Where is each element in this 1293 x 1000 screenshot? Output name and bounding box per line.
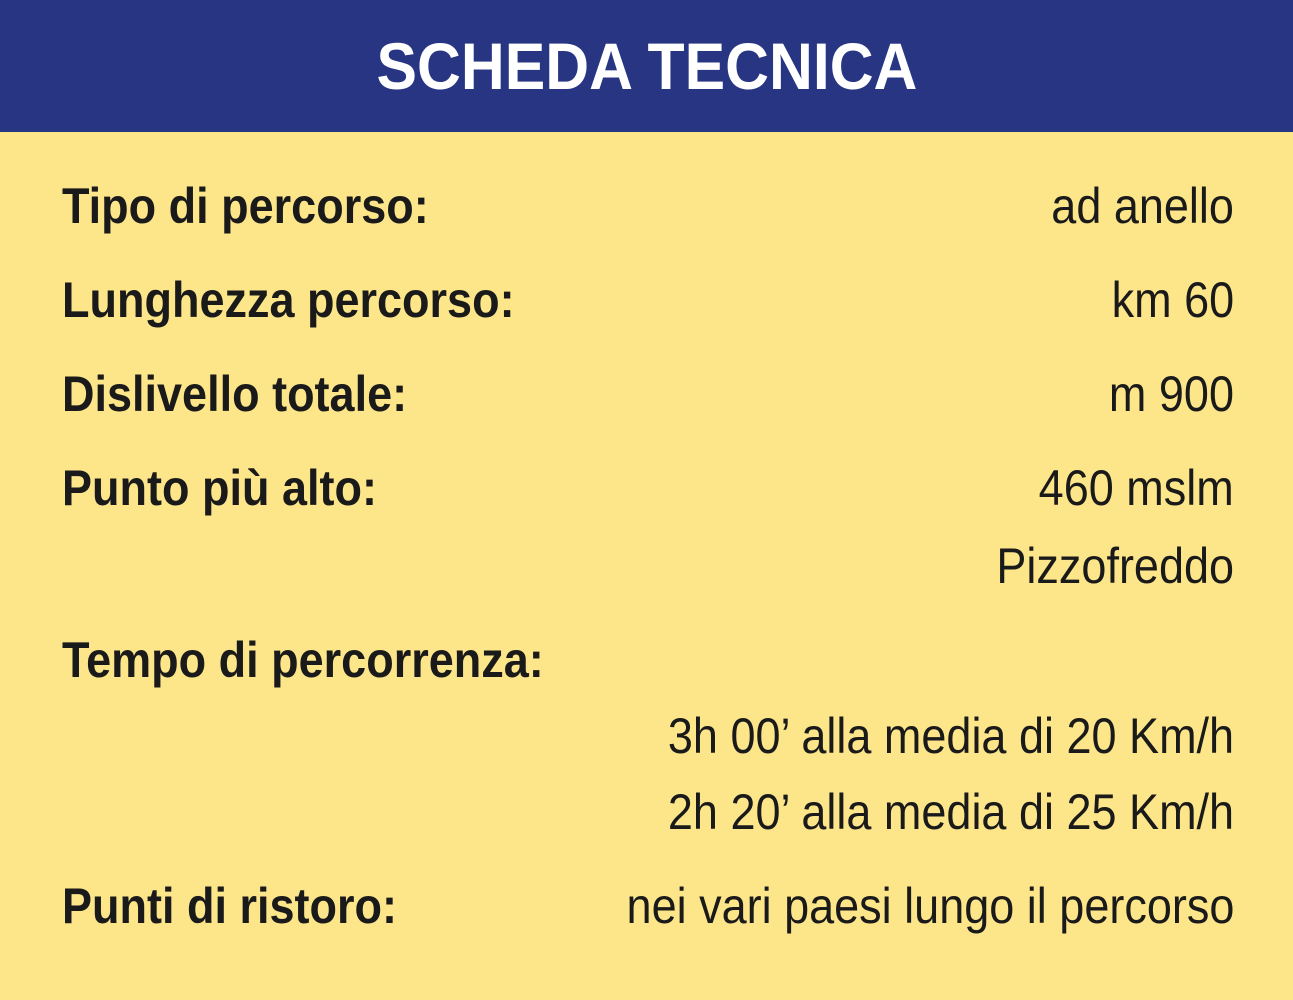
spec-row-refreshment-points bbox=[62, 876, 1234, 936]
spec-row-elevation-gain bbox=[62, 364, 1234, 424]
spec-row-route-type bbox=[62, 176, 1234, 236]
spec-row-travel-time-1 bbox=[62, 706, 1234, 766]
spec-label: Dislivello totale: bbox=[62, 366, 408, 422]
spec-value: nei vari paesi lungo il percorso bbox=[626, 878, 1234, 934]
spec-row-travel-time-2 bbox=[62, 782, 1234, 842]
spec-row-highest-point bbox=[62, 458, 1234, 518]
spec-label: Punti di ristoro: bbox=[62, 878, 397, 934]
spec-row-highest-point-place bbox=[62, 536, 1234, 596]
spec-label: Punto più alto: bbox=[62, 460, 377, 516]
spec-value: km 60 bbox=[1111, 272, 1234, 328]
spec-value: ad anello bbox=[1051, 178, 1234, 234]
header-banner bbox=[0, 0, 1293, 132]
spec-value: 460 mslm bbox=[1038, 460, 1234, 516]
spec-row-travel-time bbox=[62, 630, 1234, 690]
spec-value: m 900 bbox=[1108, 366, 1234, 422]
spec-label: Lunghezza percorso: bbox=[62, 272, 515, 328]
page-title: SCHEDA TECNICA bbox=[376, 29, 917, 103]
spec-value: 2h 20’ alla media di 25 Km/h bbox=[667, 784, 1234, 840]
spec-label: Tipo di percorso: bbox=[62, 178, 429, 234]
spec-value-secondary: Pizzofreddo bbox=[996, 538, 1234, 594]
spec-value: 3h 00’ alla media di 20 Km/h bbox=[667, 708, 1234, 764]
spec-label: Tempo di percorrenza: bbox=[62, 632, 544, 688]
spec-row-route-length bbox=[62, 270, 1234, 330]
